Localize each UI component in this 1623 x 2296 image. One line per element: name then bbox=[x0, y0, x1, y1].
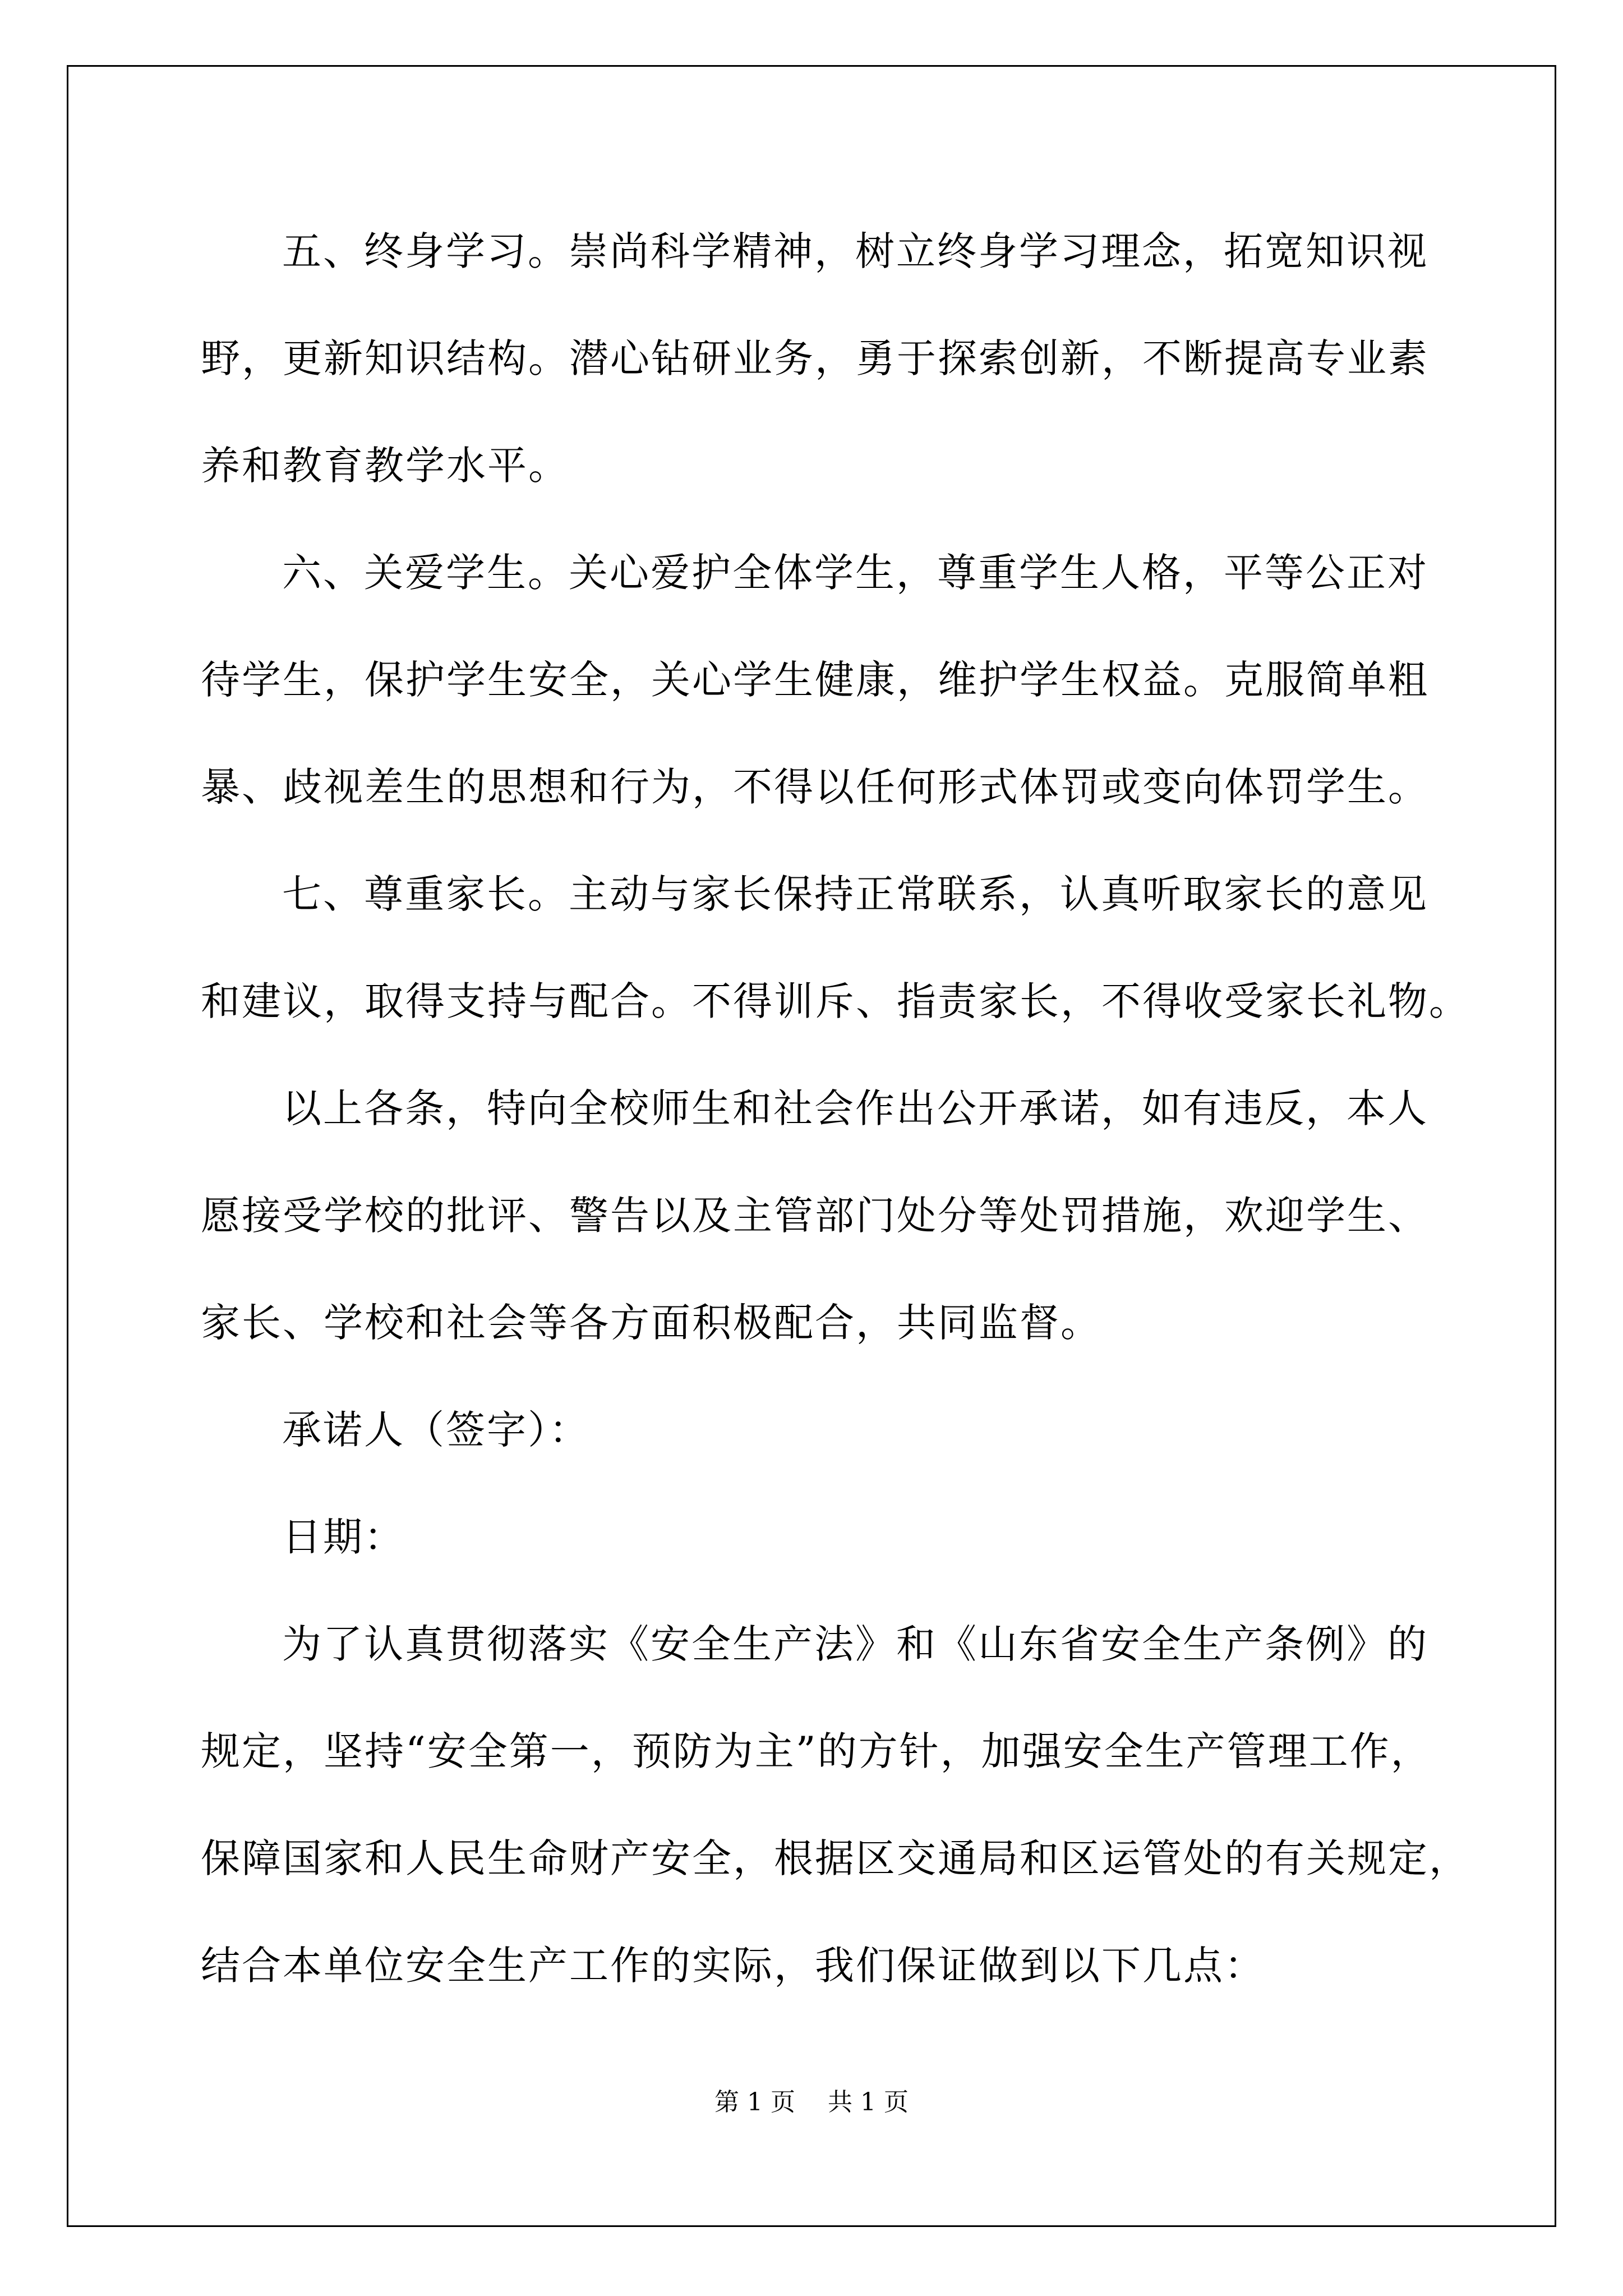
paragraph-line: 野，更新知识结构。潜心钻研业务，勇于探索创新，不断提高专业素 bbox=[201, 335, 1429, 381]
page-footer: 第 1 页 共 1 页 bbox=[714, 2088, 909, 2116]
paragraph-line: 以上各条，特向全校师生和社会作出公开承诺，如有违反，本人 bbox=[282, 1085, 1428, 1131]
paragraph-line: 七、尊重家长。主动与家长保持正常联系，认真听取家长的意见 bbox=[282, 871, 1428, 917]
paragraph-line: 为了认真贯彻落实《安全生产法》和《山东省安全生产条例》的 bbox=[282, 1621, 1428, 1667]
paragraph-line: 和建议，取得支持与配合。不得训斥、指责家长，不得收受家长礼物。 bbox=[201, 978, 1470, 1024]
paragraph-line: 五、终身学习。崇尚科学精神，树立终身学习理念，拓宽知识视 bbox=[282, 228, 1428, 274]
signature-label: 承诺人（签字）： bbox=[282, 1407, 590, 1453]
page-border bbox=[67, 65, 1556, 2227]
paragraph-line: 暴、歧视差生的思想和行为，不得以任何形式体罚或变向体罚学生。 bbox=[201, 764, 1429, 810]
paragraph-line: 结合本单位安全生产工作的实际，我们保证做到以下几点： bbox=[201, 1943, 1265, 1989]
date-label: 日期： bbox=[282, 1514, 405, 1560]
paragraph-line: 六、关爱学生。关心爱护全体学生，尊重学生人格，平等公正对 bbox=[282, 550, 1428, 596]
paragraph-line: 愿接受学校的批评、警告以及主管部门处分等处罚措施，欢迎学生、 bbox=[201, 1193, 1429, 1239]
paragraph-line: 家长、学校和社会等各方面积极配合，共同监督。 bbox=[201, 1300, 1101, 1346]
paragraph-line: 规定，坚持“安全第一，预防为主”的方针，加强安全生产管理工作， bbox=[201, 1728, 1432, 1774]
paragraph-line: 待学生，保护学生安全，关心学生健康，维护学生权益。克服简单粗 bbox=[201, 657, 1429, 703]
paragraph-line: 养和教育教学水平。 bbox=[201, 443, 569, 489]
paragraph-line: 保障国家和人民生命财产安全，根据区交通局和区运管处的有关规定， bbox=[201, 1835, 1470, 1881]
